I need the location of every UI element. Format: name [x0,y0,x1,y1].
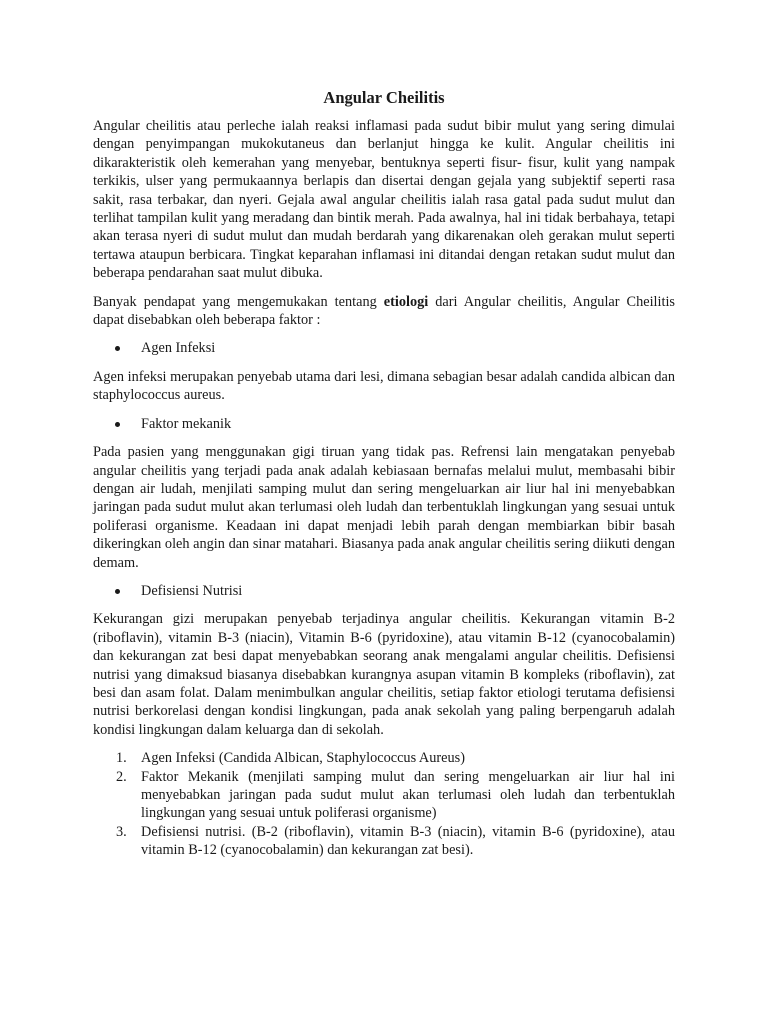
list-item [93,749,675,767]
bullet-label: Agen Infeksi [141,340,216,357]
bullet-icon [115,589,120,594]
etiology-text-after: dari Angular cheilitis, Angular Cheilitis dapat disebabkan oleh beberapa faktor : [93,293,675,329]
list-number: 2. [116,768,127,785]
document-title: Angular Cheilitis [323,88,445,107]
document-body [93,88,675,860]
etiology-text-before: Banyak pendapat yang mengemukakan tentang [93,293,384,310]
bullet-item-faktor-mekanik [93,415,675,433]
list-number: 3. [116,823,127,840]
bullet-label: Faktor mekanik [141,415,232,432]
numbered-summary-list [93,749,675,859]
bullet-item-defisiensi-nutrisi [93,582,675,600]
etiology-paragraph [93,293,675,330]
bullet-icon [115,346,120,351]
list-item-text: Agen Infeksi (Candida Albican, Staphylococcus Aureus) [141,750,465,767]
agen-infeksi-paragraph: Agen infeksi merupakan penyebab utama dari lesi, dimana sebagian besar adalah candida albican dan staphylococcus aureus. [93,368,675,404]
bullet-item-agen-infeksi [93,339,675,357]
list-number: 1. [116,750,127,767]
defisiensi-nutrisi-paragraph: Kekurangan gizi merupakan penyebab terjadinya angular cheilitis. Kekurangan vitamin B-2 (riboflavin), vitamin B-3 (niacin), Vitamin B-6 (pyridoxine), atau vitamin B-12 (cyanocobalamin) dan kekurangan zat besi dapat menyebabkan seorang anak mengalami angular cheilitis. Defisiensi nutrisi yang dimaksud biasanya disebabkan kurangnya asupan vitamin B kompleks (riboflavin), zat besi dan asam folat. Dalam menimbulkan angular cheilitis, setiap faktor etiologi terutama defisiensi nutrisi berkorelasi dengan kondisi lingkungan, pada anak sekolah yang paling berpengaruh adalah kondisi lingkungan dalam keluarga dan di sekolah. [93,611,675,738]
faktor-mekanik-paragraph: Pada pasien yang menggunakan gigi tiruan yang tidak pas. Refrensi lain mengatakan penyebab angular cheilitis yang terjadi pada anak adalah kebiasaan bernafas melalui mulut, membasahi bibir dengan air ludah, menjilati samping mulut dan sering mengeluarkan air liur hal ini menyebabkan jaringan pada sudut mulut akan terlumasi oleh ludah dan terbentuklah lingkungan yang sesuai untuk poliferasi organisme. Keadaan ini dapat menjadi lebih parah dengan membiarkan bibir basah dikeringkan oleh angin dan sinar matahari. Biasanya pada anak angular cheilitis sering diikuti dengan demam. [93,444,675,571]
list-item-text: Defisiensi nutrisi. (B-2 (riboflavin), vitamin B-3 (niacin), vitamin B-6 (pyridoxine), atau vitamin B-12 (cyanocobalamin) dan kekurangan zat besi). [141,823,675,859]
bullet-icon [115,422,120,427]
list-item [93,768,675,823]
etiology-bold-term: etiologi [383,293,429,310]
list-item-text: Faktor Mekanik (menjilati samping mulut dan sering mengeluarkan air liur hal ini menyebabkan jaringan pada sudut mulut akan terlumasi oleh ludah dan terbentuklah lingkungan yang sesuai untuk poliferasi organisme) [141,768,675,822]
bullet-label: Defisiensi Nutrisi [141,582,243,599]
intro-paragraph: Angular cheilitis atau perleche ialah reaksi inflamasi pada sudut bibir mulut yang sering dimulai dengan penyimpangan mukokutaneus dan berlanjut hingga ke kulit. Angular cheilitis ini dikarakteristik oleh kemerahan yang menyebar, bentuknya seperti fisur- fisur, kulit yang nampak terkikis, ulser yang permukaannya berlapis dan disertai dengan gejala yang subjektif seperti rasa sakit, rasa terbakar, dan nyeri. Gejala awal angular cheilitis ialah rasa gatal pada sudut mulut dan terlihat tampilan kulit yang meradang dan bintik merah. Pada awalnya, hal ini tidak berbahaya, tetapi akan terasa nyeri di sudut mulut dan mudah berdarah yang dikarenakan oleh gerakan mulut seperti tertawa ataupun berbicara. Tingkat keparahan inflamasi ini ditandai dengan retakan sudut mulut dan beberapa pendarahan saat mulut dibuka. [93,118,675,282]
list-item [93,823,675,860]
